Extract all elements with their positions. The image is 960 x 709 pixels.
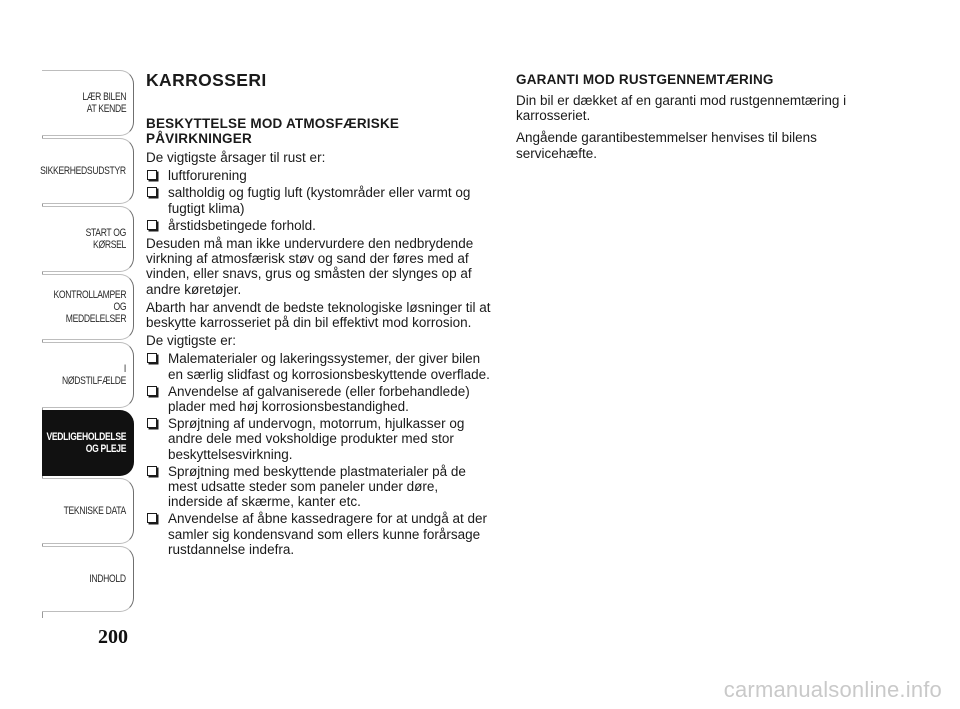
tab-label: START OG KØRSEL	[85, 227, 126, 251]
tab-tekniske-data[interactable]	[42, 478, 134, 544]
checkbox-bullet-icon	[147, 220, 157, 230]
warranty-paragraph: Din bil er dækket af en garanti mod rustgennemtæring i karrosseriet.	[516, 93, 847, 124]
tab-start-og-korsel[interactable]	[42, 206, 134, 272]
checkbox-bullet-icon	[147, 386, 157, 396]
causes-intro: De vigtigste årsager til rust er:	[146, 150, 326, 165]
checkbox-bullet-icon	[147, 353, 157, 363]
list-item-text: Malematerialer og lakeringssystemer, der giver bilen en særlig slidfast og korrosionsbeskyttende overflade.	[168, 351, 490, 382]
warranty-reference: Angående garantibestemmelser henvises til bilens servicehæfte.	[516, 130, 817, 161]
list-item	[146, 416, 496, 462]
right-column	[516, 72, 866, 164]
causes-list	[146, 168, 496, 233]
watermark: carmanualsonline.info	[723, 677, 942, 702]
checkbox-bullet-icon	[147, 418, 157, 428]
list-item-text: Sprøjtning med beskyttende plastmaterialer på de mest udsatte steder som paneler under døre, inderside af skærme, kanter etc.	[168, 463, 466, 510]
subsection-title: BESKYTTELSE MOD ATMOSFÆRISKE PÅVIRKNINGER	[146, 116, 400, 146]
tab-label: TEKNISKE DATA	[63, 505, 126, 517]
tab-kontrollamper[interactable]	[42, 274, 134, 340]
tab-laer-bilen-at-kende[interactable]	[42, 70, 134, 136]
list-item-text: saltholdig og fugtig luft (kystområder eller varmt og fugtigt klima)	[168, 185, 471, 216]
list-item	[146, 351, 496, 381]
checkbox-bullet-icon	[147, 187, 157, 197]
paragraph-abarth: Abarth har anvendt de bedste teknologiske løsninger til at beskytte karrosseriet på din bil effektivt mod korrosion.	[146, 299, 491, 331]
tab-label: LÆR BILEN AT KENDE	[82, 91, 126, 115]
tab-indhold[interactable]	[42, 546, 134, 612]
tab-label: SIKKERHEDSUDSTYR	[40, 165, 126, 177]
list-item	[146, 464, 496, 510]
measures-list	[146, 351, 496, 557]
tab-label: INDHOLD	[89, 573, 126, 585]
list-item-text: Anvendelse af galvaniserede (eller forbehandlede) plader med høj korrosionsbestandighed.	[168, 383, 470, 415]
list-item-text: Anvendelse af åbne kassedragere for at undgå at der samler sig kondensvand som ellers kunne forårsage rustdannelse indefra.	[168, 511, 487, 557]
list-item-text: årstidsbetingede forhold.	[168, 217, 316, 233]
paragraph-dust: Desuden må man ikke undervurdere den nedbrydende virkning af atmosfærisk støv og sand der føres med af vinden, eller snavs, grus og småsten der slynges op af andre køretøjer.	[146, 236, 474, 297]
list-item	[146, 218, 496, 233]
section-tabs	[42, 70, 134, 614]
tab-sikkerhedsudstyr[interactable]	[42, 138, 134, 204]
measures-intro: De vigtigste er:	[146, 333, 237, 349]
tab-i-nodstilfaelde[interactable]	[42, 342, 134, 408]
tab-label: I NØDSTILFÆLDE	[62, 363, 126, 387]
tab-vedligeholdelse-active[interactable]	[42, 410, 134, 476]
tab-label: KONTROLLAMPER OG MEDDELELSER	[53, 289, 126, 325]
checkbox-bullet-icon	[147, 170, 157, 180]
page-number: 200	[98, 626, 128, 648]
checkbox-bullet-icon	[147, 466, 157, 476]
list-item-text: Sprøjtning af undervogn, motorrum, hjulkasser og andre dele med voksholdige produkter med stor beskyttelsesvirkning.	[168, 416, 465, 462]
tab-label: VEDLIGEHOLDELSE OG PLEJE	[46, 431, 126, 455]
list-item	[146, 384, 496, 414]
list-item	[146, 185, 496, 215]
list-item	[146, 511, 496, 557]
left-column	[146, 70, 496, 560]
list-item-text: luftforurening	[168, 168, 247, 184]
section-title: KARROSSERI	[146, 70, 267, 90]
subsection-title: GARANTI MOD RUSTGENNEMTÆRING	[516, 72, 774, 87]
checkbox-bullet-icon	[147, 513, 157, 523]
list-item	[146, 168, 496, 183]
